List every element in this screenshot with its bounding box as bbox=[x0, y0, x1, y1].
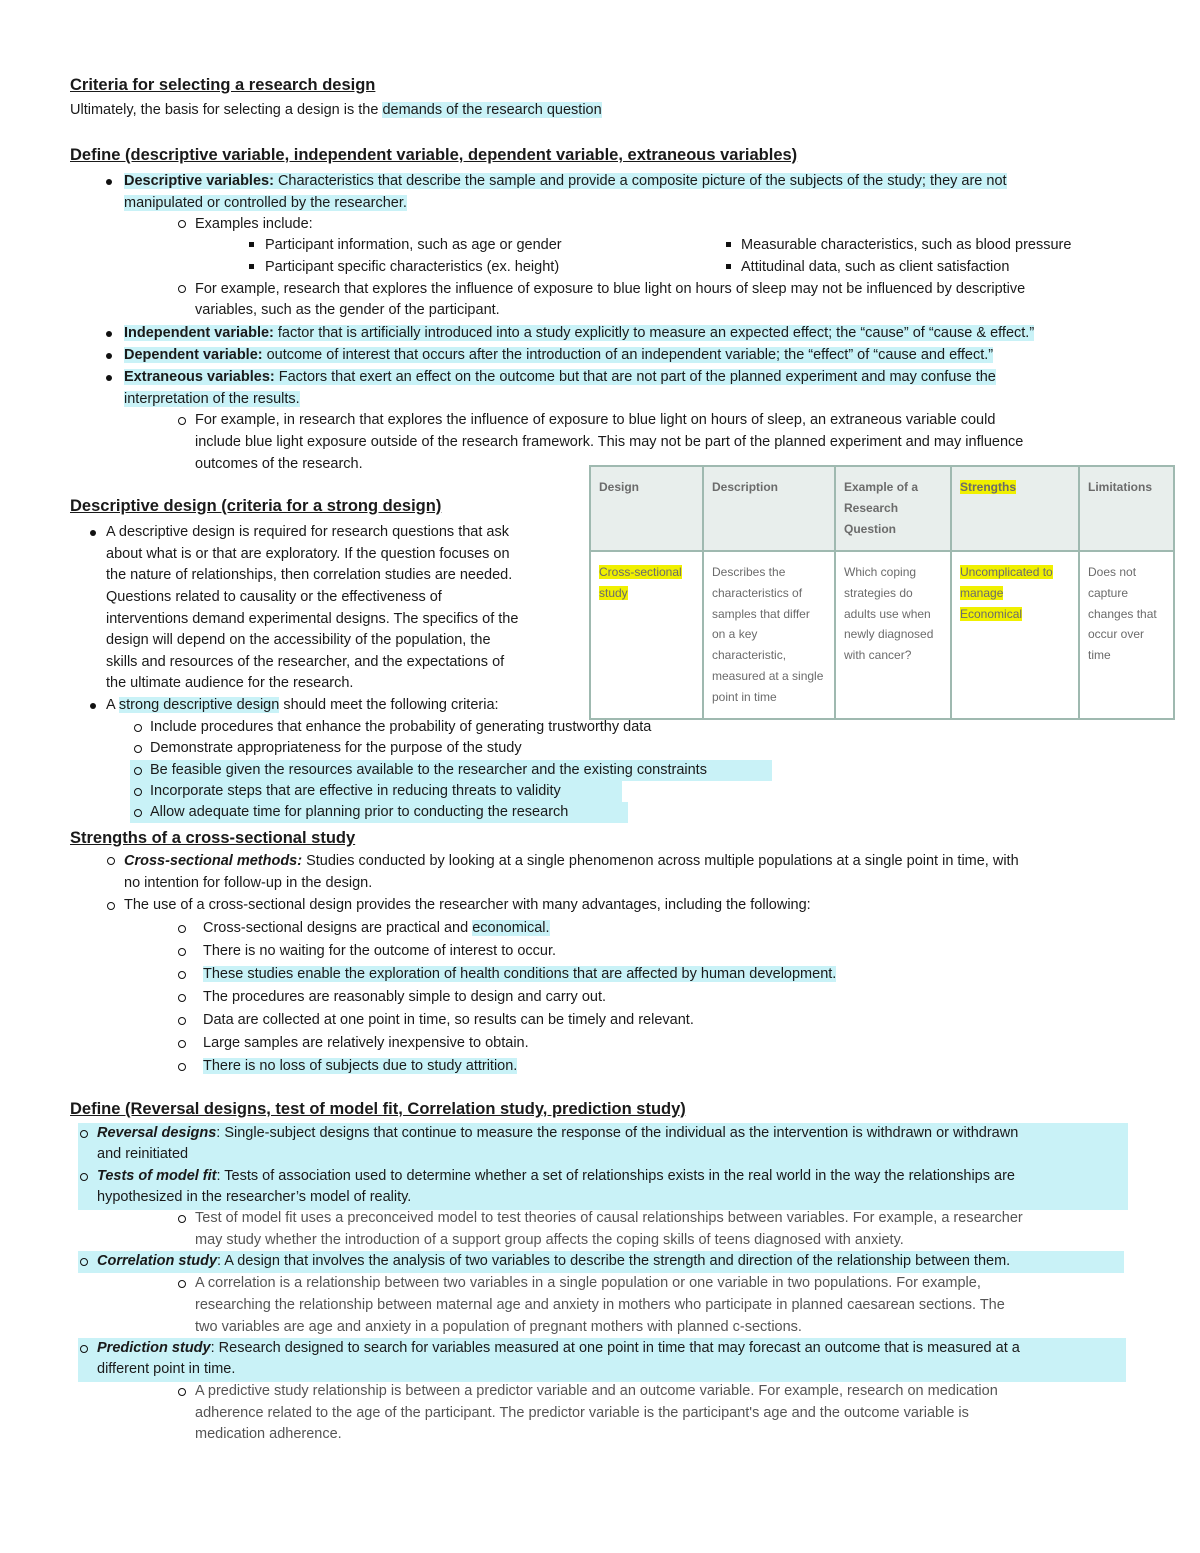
dependent-variable-def: outcome of interest that occurs after the introduction of an independent variable; the “effect” of “cause and effect.” bbox=[262, 347, 994, 363]
strong-design-text-c: should meet the following criteria: bbox=[279, 697, 499, 713]
strengths-line-1: Uncomplicated to bbox=[960, 565, 1053, 579]
model-fit-term: Tests of model fit bbox=[97, 1168, 217, 1184]
table-header-strengths-text: Strengths bbox=[960, 480, 1017, 494]
extraneous-variables-def2: interpretation of the results. bbox=[124, 391, 300, 407]
bullet-dot bbox=[106, 353, 112, 359]
advantage-3 bbox=[203, 964, 836, 985]
methods-term: Cross-sectional methods: bbox=[124, 853, 303, 869]
reversal-line2: and reinitiated bbox=[97, 1146, 189, 1162]
correlation-example-3: two variables are age and anxiety in a population of pregnant mothers with planned c-sections. bbox=[195, 1319, 802, 1335]
bullet-circle bbox=[80, 1130, 88, 1138]
bullet-circle bbox=[178, 971, 186, 979]
prediction-def: : Research designed to search for variables measured at one point in time that may forecast an outcome that is measured at a bbox=[210, 1340, 1020, 1356]
criterion-4: Incorporate steps that are effective in reducing threats to validity bbox=[150, 783, 561, 799]
extraneous-variables-line2 bbox=[124, 389, 300, 410]
correlation-example-2: researching the relationship between maternal age and anxiety in mothers who participate in planned caesarean sections. The bbox=[195, 1297, 1005, 1313]
reversal-line1 bbox=[97, 1123, 1018, 1144]
bullet-circle bbox=[107, 857, 115, 865]
bullet-circle bbox=[178, 1040, 186, 1048]
table-row bbox=[590, 551, 1174, 719]
table-cell-description: Describes the characteristics of samples that differ on a key characteristic, measured at a single point in time bbox=[703, 551, 835, 719]
bullet-square bbox=[249, 242, 254, 247]
prediction-line2: different point in time. bbox=[97, 1361, 236, 1377]
table-header-limitations: Limitations bbox=[1079, 466, 1174, 551]
extraneous-variables-term: Extraneous variables: bbox=[124, 369, 275, 385]
bullet-dot bbox=[106, 331, 112, 337]
descriptive-variables-def: Characteristics that describe the sample and provide a composite picture of the subjects of the study; they are not bbox=[273, 173, 1007, 189]
advantage-7 bbox=[203, 1056, 517, 1077]
design-line-2: study bbox=[599, 585, 628, 600]
bullet-square bbox=[726, 242, 731, 247]
bullet-circle bbox=[134, 745, 142, 753]
descriptive-variables-term: Descriptive variables: bbox=[124, 173, 274, 189]
bullet-dot bbox=[106, 179, 112, 185]
advantage-3-highlight: These studies enable the exploration of health conditions that are affected by human development. bbox=[203, 966, 837, 982]
bullet-circle bbox=[178, 1215, 186, 1223]
extraneous-example-line2: include blue light exposure outside of the research framework. This may not be part of the planned experiment and may influence bbox=[195, 434, 1024, 450]
advantage-1 bbox=[203, 918, 550, 939]
table-cell-strengths bbox=[951, 551, 1079, 719]
descriptive-design-heading: Descriptive design (criteria for a strong design) bbox=[70, 497, 442, 515]
strong-design-text-a: A bbox=[106, 697, 119, 713]
bullet-dot bbox=[106, 375, 112, 381]
reversal-term: Reversal designs bbox=[97, 1125, 217, 1141]
methods-def: Studies conducted by looking at a single phenomenon across multiple populations at a single point in time, with bbox=[302, 853, 1019, 869]
advantage-6: Large samples are relatively inexpensive to obtain. bbox=[203, 1035, 529, 1051]
bullet-circle bbox=[80, 1345, 88, 1353]
correlation-def: : A design that involves the analysis of two variables to describe the strength and direction of the relationship between them. bbox=[217, 1253, 1011, 1269]
advantage-4: The procedures are reasonably simple to design and carry out. bbox=[203, 989, 606, 1005]
model-fit-line2: hypothesized in the researcher’s model of reality. bbox=[97, 1189, 412, 1205]
example-line1: For example, research that explores the influence of exposure to blue light on hours of sleep may not be influenced by descriptive bbox=[195, 281, 1026, 297]
define-designs-heading: Define (Reversal designs, test of model fit, Correlation study, prediction study) bbox=[70, 1100, 686, 1118]
prediction-line1 bbox=[97, 1338, 1020, 1359]
bullet-circle bbox=[80, 1173, 88, 1181]
criteria-line bbox=[70, 100, 602, 121]
bullet-circle bbox=[178, 925, 186, 933]
bullet-circle bbox=[178, 1388, 186, 1396]
criterion-2: Demonstrate appropriateness for the purpose of the study bbox=[150, 740, 522, 756]
extraneous-example-line3: outcomes of the research. bbox=[195, 456, 363, 472]
design-para-line5: interventions demand experimental designs. The specifics of the bbox=[106, 611, 519, 627]
model-fit-example-2: may study whether the introduction of a support group affects the coping skills of teens diagnosed with anxiety. bbox=[195, 1232, 904, 1248]
independent-variable-term: Independent variable: bbox=[124, 325, 274, 341]
bullet-circle bbox=[178, 1280, 186, 1288]
bullet-square bbox=[726, 264, 731, 269]
bullet-square bbox=[249, 264, 254, 269]
advantage-5: Data are collected at one point in time, so results can be timely and relevant. bbox=[203, 1012, 694, 1028]
bullet-circle bbox=[178, 1063, 186, 1071]
prediction-example-2: adherence related to the age of the participant. The predictor variable is the participant's age and the outcome variable is bbox=[195, 1405, 969, 1421]
strengths-line-3: Economical bbox=[960, 606, 1023, 621]
bullet-circle bbox=[80, 1258, 88, 1266]
criterion-5: Allow adequate time for planning prior to conducting the research bbox=[150, 804, 569, 820]
prediction-example-3: medication adherence. bbox=[195, 1426, 342, 1442]
design-para-line7: skills and resources of the researcher, and the expectations of bbox=[106, 654, 505, 670]
example-line2: variables, such as the gender of the participant. bbox=[195, 302, 500, 318]
table-cell-design bbox=[590, 551, 703, 719]
descriptive-variables-def2: manipulated or controlled by the researcher. bbox=[124, 195, 407, 211]
bullet-circle bbox=[178, 285, 186, 293]
bullet-circle bbox=[107, 902, 115, 910]
design-line-1: Cross-sectional bbox=[599, 565, 682, 579]
descriptive-variables-line2 bbox=[124, 193, 407, 214]
bullet-circle bbox=[178, 417, 186, 425]
table-header-example-text: Example of a Research Question bbox=[844, 480, 919, 536]
table-cell-example: Which coping strategies do adults use when newly diagnosed with cancer? bbox=[835, 551, 951, 719]
criterion-3: Be feasible given the resources available to the researcher and the existing constraints bbox=[150, 762, 707, 778]
examples-intro: Examples include: bbox=[195, 216, 313, 232]
extraneous-variables-line1 bbox=[124, 367, 996, 388]
design-para-line1: A descriptive design is required for research questions that ask bbox=[106, 524, 509, 540]
design-para-line8: the ultimate audience for the research. bbox=[106, 675, 354, 691]
define-variables-heading: Define (descriptive variable, independent variable, dependent variable, extraneous variables) bbox=[70, 146, 798, 164]
design-para-line6: design will depend on the accessibility of the population, the bbox=[106, 632, 491, 648]
cross-sectional-heading: Strengths of a cross-sectional study bbox=[70, 829, 356, 847]
bullet-circle bbox=[134, 809, 142, 817]
design-para-line4: Questions related to causality or the effectiveness of bbox=[106, 589, 442, 605]
example-right-2: Attitudinal data, such as client satisfaction bbox=[741, 259, 1010, 275]
bullet-dot bbox=[90, 530, 96, 536]
bullet-circle bbox=[178, 994, 186, 1002]
model-fit-example-1: Test of model fit uses a preconceived model to test theories of causal relationships between variables. For example, a researcher bbox=[195, 1210, 1023, 1226]
table-header-description: Description bbox=[703, 466, 835, 551]
bullet-circle bbox=[178, 220, 186, 228]
advantage-7-highlight: There is no loss of subjects due to study attrition. bbox=[203, 1058, 518, 1074]
table-header-example bbox=[835, 466, 951, 551]
strong-design-highlight: strong descriptive design bbox=[118, 697, 280, 713]
table-header-row bbox=[590, 466, 1174, 551]
independent-variable-line bbox=[124, 323, 1034, 344]
prediction-example-1: A predictive study relationship is between a predictor variable and an outcome variable. For example, research on medication bbox=[195, 1383, 998, 1399]
strong-design-line bbox=[106, 695, 499, 716]
criteria-text: Ultimately, the basis for selecting a design is the bbox=[70, 102, 383, 118]
example-left-2: Participant specific characteristics (ex. height) bbox=[265, 259, 560, 275]
dependent-variable-line bbox=[124, 345, 993, 366]
example-left-1: Participant information, such as age or gender bbox=[265, 237, 562, 253]
bullet-circle bbox=[134, 724, 142, 732]
criteria-heading: Criteria for selecting a research design bbox=[70, 76, 376, 94]
bullet-circle bbox=[178, 1017, 186, 1025]
table-header-strengths bbox=[951, 466, 1079, 551]
strengths-line-2: manage bbox=[960, 585, 1004, 600]
research-design-table bbox=[589, 465, 1175, 720]
bullet-circle bbox=[134, 767, 142, 775]
bullet-circle bbox=[178, 948, 186, 956]
bullet-dot bbox=[90, 703, 96, 709]
descriptive-variables-line1 bbox=[124, 171, 1007, 192]
bullet-circle bbox=[134, 788, 142, 796]
table-cell-limitations: Does not capture changes that occur over time bbox=[1079, 551, 1174, 719]
correlation-line bbox=[97, 1251, 1010, 1272]
model-fit-def: : Tests of association used to determine whether a set of relationships exists in the real world in the way the relationships are bbox=[216, 1168, 1015, 1184]
advantage-1-text: Cross-sectional designs are practical and bbox=[203, 920, 473, 936]
methods-line2: no intention for follow-up in the design. bbox=[124, 875, 373, 891]
criteria-highlight: demands of the research question bbox=[382, 102, 602, 118]
example-right-1: Measurable characteristics, such as blood pressure bbox=[741, 237, 1072, 253]
table-header-design: Design bbox=[590, 466, 703, 551]
correlation-term: Correlation study bbox=[97, 1253, 218, 1269]
advantage-2: There is no waiting for the outcome of interest to occur. bbox=[203, 943, 557, 959]
design-para-line3: the nature of relationships, then correlation studies are needed. bbox=[106, 567, 513, 583]
extraneous-variables-def: Factors that exert an effect on the outcome but that are not part of the planned experiment and may confuse the bbox=[274, 369, 996, 385]
prediction-term: Prediction study bbox=[97, 1340, 211, 1356]
advantage-1-highlight: economical. bbox=[472, 920, 550, 936]
criterion-1: Include procedures that enhance the probability of generating trustworthy data bbox=[150, 719, 652, 735]
design-para-line2: about what is or that are exploratory. If the question focuses on bbox=[106, 546, 510, 562]
extraneous-example-line1: For example, in research that explores the influence of exposure to blue light on hours of sleep, an extraneous variable could bbox=[195, 412, 996, 428]
independent-variable-def: factor that is artificially introduced into a study explicitly to measure an expected effect; the “cause” of “cause & effect.” bbox=[273, 325, 1035, 341]
dependent-variable-term: Dependent variable: bbox=[124, 347, 263, 363]
model-fit-line1 bbox=[97, 1166, 1015, 1187]
correlation-example-1: A correlation is a relationship between two variables in a single population or one variable in two populations. For example, bbox=[195, 1275, 981, 1291]
use-intro: The use of a cross-sectional design provides the researcher with many advantages, including the following: bbox=[124, 897, 811, 913]
reversal-def: : Single-subject designs that continue to measure the response of the individual as the intervention is withdrawn or withdrawn bbox=[216, 1125, 1019, 1141]
methods-line1 bbox=[124, 851, 1019, 872]
